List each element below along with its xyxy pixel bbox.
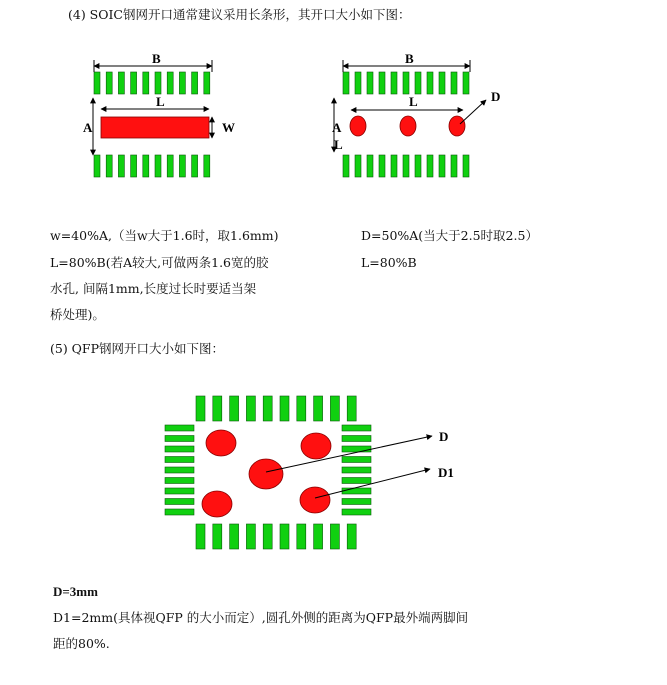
- qfp-pad: [165, 457, 194, 463]
- soic-pad: [143, 155, 149, 177]
- qfp-pad: [165, 478, 194, 484]
- soic-pad: [415, 155, 421, 177]
- soic-pad: [343, 72, 349, 94]
- soic-pad: [179, 155, 185, 177]
- soic-right-d-arrow: [460, 100, 486, 124]
- soic-pad: [155, 72, 161, 94]
- soic-pad: [179, 72, 185, 94]
- soic-pad: [391, 155, 397, 177]
- qfp-pad: [297, 524, 306, 549]
- soic-left-l-label: L: [156, 94, 165, 109]
- qfp-pad: [342, 446, 371, 452]
- qfp-aperture-circle: [300, 487, 330, 513]
- soic-pad: [451, 155, 457, 177]
- soic-left-b-label: B: [152, 51, 161, 66]
- soic-right-a-label: A: [332, 120, 342, 135]
- qfp-pad: [165, 499, 194, 505]
- qfp-heading: (5) QFP钢网开口大小如下图：: [50, 341, 225, 356]
- soic-left-note-3: 水孔, 间隔1mm,长度过长时要适当架: [50, 281, 257, 296]
- soic-pad: [439, 72, 445, 94]
- soic-pad: [94, 72, 100, 94]
- soic-pad: [463, 155, 469, 177]
- qfp-pad: [246, 524, 255, 549]
- qfp-pad: [297, 396, 306, 421]
- qfp-pad: [213, 396, 222, 421]
- soic-pad: [427, 155, 433, 177]
- soic-pad: [379, 72, 385, 94]
- qfp-note-bold: D=3mm: [53, 584, 98, 599]
- qfp-pad: [165, 425, 194, 431]
- qfp-pad: [347, 396, 356, 421]
- soic-pad: [204, 72, 210, 94]
- soic-pad: [167, 155, 173, 177]
- soic-pad: [415, 72, 421, 94]
- qfp-pad: [342, 478, 371, 484]
- qfp-pad: [342, 488, 371, 494]
- soic-pad: [94, 155, 100, 177]
- qfp-pad: [342, 425, 371, 431]
- soic-pad: [451, 72, 457, 94]
- qfp-pad: [342, 436, 371, 442]
- qfp-d-label: D: [439, 429, 449, 444]
- soic-pad: [143, 72, 149, 94]
- qfp-pad: [230, 396, 239, 421]
- soic-pad: [367, 72, 373, 94]
- soic-right-aperture-circle: [400, 116, 416, 136]
- soic-pad: [355, 72, 361, 94]
- soic-pad: [155, 155, 161, 177]
- soic-left-a-label: A: [83, 120, 93, 135]
- soic-left-note-1: w=40%A,（当w大于1.6时，取1.6mm): [50, 228, 279, 243]
- qfp-aperture-circle: [301, 433, 331, 459]
- soic-pad: [106, 155, 112, 177]
- soic-pad: [391, 72, 397, 94]
- qfp-aperture-circle-center: [249, 459, 283, 489]
- soic-heading: (4) SOIC钢网开口通常建议采用长条形，其开口大小如下图：: [68, 7, 411, 22]
- soic-left-w-label: W: [222, 120, 235, 135]
- soic-right-note-2: L=80%B: [361, 255, 417, 270]
- qfp-pad: [230, 524, 239, 549]
- soic-right-bottom-pads: [343, 155, 469, 177]
- qfp-aperture-circle: [202, 491, 232, 517]
- soic-right-l-label: L: [409, 94, 418, 109]
- qfp-pad: [263, 524, 272, 549]
- qfp-pad: [263, 396, 272, 421]
- qfp-pad: [165, 509, 194, 515]
- qfp-pad: [280, 524, 289, 549]
- soic-left-bottom-pads: [94, 155, 210, 177]
- qfp-pad: [314, 524, 323, 549]
- qfp-note-2: 距的80%.: [53, 636, 110, 651]
- qfp-pad: [342, 467, 371, 473]
- soic-pad: [439, 155, 445, 177]
- soic-pad: [167, 72, 173, 94]
- qfp-pad: [347, 524, 356, 549]
- soic-left-aperture-bar: [101, 117, 209, 138]
- qfp-pad: [330, 396, 339, 421]
- qfp-pad: [246, 396, 255, 421]
- soic-left-diagram: [83, 51, 235, 177]
- qfp-aperture-circle: [206, 430, 236, 456]
- qfp-bottom-pads: [196, 524, 356, 549]
- soic-pad: [343, 155, 349, 177]
- soic-pad: [403, 72, 409, 94]
- soic-right-l-side-label: L: [334, 137, 343, 152]
- qfp-pad: [213, 524, 222, 549]
- qfp-pad: [342, 509, 371, 515]
- qfp-top-pads: [196, 396, 356, 421]
- soic-pad: [106, 72, 112, 94]
- qfp-diagram: [165, 396, 454, 549]
- soic-left-note-2: L=80%B(若A较大,可做两条1.6宽的胶: [50, 255, 269, 270]
- qfp-pad: [196, 524, 205, 549]
- qfp-pad: [165, 436, 194, 442]
- soic-pad: [367, 155, 373, 177]
- soic-pad: [379, 155, 385, 177]
- soic-pad: [118, 155, 124, 177]
- qfp-pad: [314, 396, 323, 421]
- soic-pad: [427, 72, 433, 94]
- soic-pad: [192, 155, 198, 177]
- qfp-note-1: D1=2mm(具体视QFP 的大小而定）,圆孔外侧的距离为QFP最外端两脚间: [53, 610, 469, 625]
- qfp-right-pads: [342, 425, 371, 515]
- qfp-pad: [165, 488, 194, 494]
- qfp-pad: [165, 446, 194, 452]
- qfp-left-pads: [165, 425, 194, 515]
- qfp-pad: [196, 396, 205, 421]
- qfp-d1-label: D1: [438, 465, 454, 480]
- soic-right-diagram: [332, 51, 500, 177]
- qfp-pad: [165, 467, 194, 473]
- soic-right-d-label: D: [491, 89, 501, 104]
- soic-pad: [131, 72, 137, 94]
- soic-pad: [463, 72, 469, 94]
- soic-pad: [403, 155, 409, 177]
- qfp-pad: [280, 396, 289, 421]
- soic-right-note-1: D=50%A(当大于2.5时取2.5）: [361, 228, 538, 243]
- qfp-pad: [342, 457, 371, 463]
- soic-right-aperture-circle: [449, 116, 465, 136]
- soic-left-top-pads: [94, 72, 210, 94]
- soic-pad: [355, 155, 361, 177]
- soic-pad: [192, 72, 198, 94]
- qfp-pad: [342, 499, 371, 505]
- qfp-pad: [330, 524, 339, 549]
- soic-right-b-label: B: [405, 51, 414, 66]
- soic-right-top-pads: [343, 72, 469, 94]
- soic-right-aperture-circle: [350, 116, 366, 136]
- soic-pad: [118, 72, 124, 94]
- soic-pad: [131, 155, 137, 177]
- qfp-d1-arrow: [315, 469, 430, 498]
- soic-left-note-4: 桥处理)。: [50, 307, 105, 322]
- soic-pad: [204, 155, 210, 177]
